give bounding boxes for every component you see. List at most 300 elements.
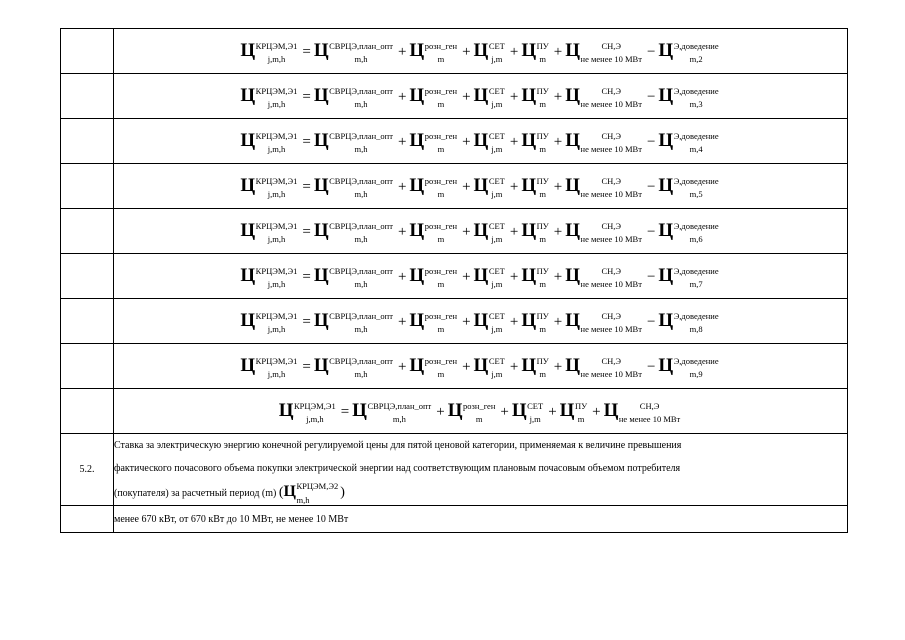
price-symbol: Ц (409, 85, 424, 106)
plus-sign: + (462, 134, 471, 150)
wholesale-price-term (313, 40, 395, 65)
formula-row-base (61, 389, 848, 434)
number-cell-empty (61, 209, 114, 254)
minus-sign: − (646, 224, 656, 240)
number-cell-empty (61, 254, 114, 299)
price-symbol: Ц (240, 310, 255, 331)
plus-sign: + (509, 359, 519, 375)
supplier-markup-term-superscript: СН,Э (601, 130, 622, 141)
network-term-scripts (527, 400, 544, 425)
network-term-scripts (488, 310, 505, 335)
number-cell-empty (61, 506, 114, 533)
price-symbol: Ц (409, 265, 424, 286)
services-term-scripts (536, 85, 549, 110)
plus-sign: + (397, 269, 407, 285)
lhs-term-subscript: j,m,h (306, 414, 324, 425)
supplier-markup-term (565, 310, 644, 335)
lhs-term-scripts (255, 40, 298, 65)
lhs-term-scripts (255, 175, 298, 200)
network-term (473, 40, 507, 65)
plus-sign: + (553, 44, 563, 60)
lhs-term (240, 130, 299, 155)
supplier-markup-term (565, 220, 644, 245)
wholesale-price-term-superscript: СВРЦЭ,план_опт (329, 175, 393, 186)
formula-row (61, 29, 848, 74)
supplier-markup-term-scripts (580, 265, 642, 290)
formula-row (61, 74, 848, 119)
network-term-scripts (488, 130, 505, 155)
price-symbol: Ц (658, 265, 673, 286)
services-term-superscript: ПУ (536, 220, 549, 231)
formula-cell (114, 254, 848, 299)
network-term (473, 175, 507, 200)
plus-sign: + (509, 224, 519, 240)
network-term-subscript: j,m (491, 189, 503, 200)
lhs-term-superscript: КРЦЭМ,Э1 (255, 310, 298, 321)
formula-cell (114, 29, 848, 74)
wholesale-price-term-scripts (329, 355, 393, 380)
price-symbol: Ц (313, 265, 329, 286)
price-symbol: Ц (283, 483, 296, 500)
wholesale-price-term-subscript: m,h (392, 414, 406, 425)
supplier-markup-term (603, 400, 683, 425)
network-term (473, 310, 507, 335)
supplier-markup-term-scripts (580, 220, 642, 245)
formula (240, 220, 720, 245)
lhs-term-superscript: КРЦЭМ,Э1 (255, 130, 298, 141)
adjustment-term-subscript: m,7 (689, 279, 703, 290)
adjustment-term-scripts (673, 130, 719, 155)
retail-generation-term-subscript: m (437, 99, 445, 110)
price-symbol: Ц (409, 355, 424, 376)
plus-sign: + (462, 89, 471, 105)
wholesale-price-term-superscript: СВРЦЭ,план_опт (367, 400, 432, 411)
close-paren: ) (340, 485, 345, 500)
price-symbol: Ц (521, 220, 536, 241)
plus-sign: + (553, 359, 563, 375)
price-symbol: Ц (473, 85, 488, 106)
retail-generation-term-superscript: розн_ген (424, 85, 458, 96)
formula-cell (114, 119, 848, 164)
price-symbol: Ц (565, 130, 580, 151)
equals-sign: = (302, 269, 311, 285)
network-term-subscript: j,m (529, 414, 541, 425)
plus-sign: + (397, 44, 407, 60)
wholesale-price-term-scripts (329, 175, 393, 200)
wholesale-price-term-subscript: m,h (354, 324, 368, 335)
lhs-term (240, 310, 299, 335)
services-term-superscript: ПУ (574, 400, 588, 411)
network-term-superscript: СЕТ (488, 220, 505, 231)
supplier-markup-term-subscript: не менее 10 МВт (580, 54, 642, 65)
price-symbol: Ц (278, 400, 293, 421)
plus-sign: + (436, 404, 445, 420)
retail-generation-term-scripts (424, 265, 458, 290)
lhs-term-scripts (255, 130, 298, 155)
plus-sign: + (509, 314, 519, 330)
wholesale-price-term-subscript: m,h (354, 279, 368, 290)
price-symbol: Ц (409, 220, 424, 241)
price-symbol: Ц (565, 85, 580, 106)
number-cell-empty (61, 164, 114, 209)
formula (240, 40, 720, 65)
services-term-superscript: ПУ (536, 265, 549, 276)
wholesale-price-term-subscript: m,h (354, 99, 368, 110)
services-term-subscript: m (539, 369, 547, 380)
formula (240, 355, 720, 380)
price-symbol: Ц (658, 310, 673, 331)
retail-generation-term (447, 400, 498, 425)
plus-sign: + (553, 179, 563, 195)
minus-sign: − (646, 44, 656, 60)
adjustment-term (658, 310, 720, 335)
adjustment-term (658, 220, 720, 245)
price-symbol: Ц (521, 310, 536, 331)
network-term-superscript: СЕТ (488, 310, 505, 321)
adjustment-term-subscript: m,6 (689, 234, 703, 245)
adjustment-term-superscript: Э,доведение (673, 40, 719, 51)
wholesale-price-term-scripts (329, 220, 393, 245)
network-term (473, 130, 507, 155)
services-term-subscript: m (539, 99, 547, 110)
equals-sign: = (302, 89, 311, 105)
lhs-term-subscript: j,m,h (267, 54, 286, 65)
services-term (521, 355, 550, 380)
services-term (559, 400, 589, 425)
supplier-markup-term (565, 265, 644, 290)
formula (278, 400, 683, 425)
minus-sign: − (646, 179, 656, 195)
network-term-scripts (488, 85, 505, 110)
wholesale-price-term (313, 220, 395, 245)
adjustment-term-scripts (673, 175, 719, 200)
supplier-markup-term-scripts (580, 175, 642, 200)
price-symbol: Ц (565, 175, 580, 196)
adjustment-term-superscript: Э,доведение (673, 130, 719, 141)
services-term-scripts (536, 130, 549, 155)
formula-row (61, 119, 848, 164)
adjustment-term (658, 175, 720, 200)
network-term-scripts (488, 265, 505, 290)
plus-sign: + (397, 179, 407, 195)
retail-generation-term-subscript: m (475, 414, 483, 425)
number-cell-empty (61, 344, 114, 389)
price-symbol: Ц (409, 175, 424, 196)
minus-sign: − (646, 89, 656, 105)
services-term-subscript: m (539, 279, 547, 290)
description-line-2: фактического почасового объема покупки электрической энергии над соответствующим плановым почасовым объемом потребителя (114, 463, 681, 474)
lhs-term (240, 220, 299, 245)
wholesale-price-term (313, 265, 395, 290)
price-symbol: Ц (521, 85, 536, 106)
lhs-term-subscript: j,m,h (267, 369, 286, 380)
plus-sign: + (553, 89, 563, 105)
open-paren: ( (278, 485, 284, 500)
lhs-term-subscript: j,m,h (267, 189, 286, 200)
capacity-note: менее 670 кВт, от 670 кВт до 10 МВт, не менее 10 МВт (114, 506, 848, 533)
plus-sign: + (509, 134, 519, 150)
supplier-markup-term-subscript: не менее 10 МВт (580, 324, 642, 335)
supplier-markup-term-subscript: не менее 10 МВт (580, 99, 642, 110)
adjustment-term-superscript: Э,доведение (673, 85, 719, 96)
adjustment-term-scripts (673, 220, 719, 245)
price-symbol: Ц (313, 220, 329, 241)
lhs-term-scripts (255, 310, 298, 335)
retail-generation-term-scripts (424, 355, 458, 380)
services-term-superscript: ПУ (536, 355, 549, 366)
adjustment-term (658, 40, 720, 65)
supplier-markup-term (565, 40, 644, 65)
lhs-term-superscript: КРЦЭМ,Э1 (255, 355, 298, 366)
retail-generation-term-scripts (424, 85, 458, 110)
lhs-term (240, 175, 299, 200)
lhs-term-superscript: КРЦЭМ,Э1 (294, 400, 336, 411)
retail-generation-term-scripts (424, 220, 458, 245)
wholesale-price-term-subscript: m,h (354, 189, 368, 200)
price-symbol: Ц (240, 130, 255, 151)
services-term-subscript: m (539, 324, 547, 335)
equals-sign: = (302, 224, 311, 240)
lhs-term (278, 400, 338, 425)
section-number: 5.2. (61, 434, 114, 506)
price-symbol: Ц (565, 310, 580, 331)
price-symbol: Ц (658, 355, 673, 376)
price-symbol: Ц (313, 355, 329, 376)
services-term-scripts (536, 175, 549, 200)
network-term-subscript: j,m (491, 144, 503, 155)
price-symbol: Ц (447, 400, 463, 421)
formula-cell (114, 164, 848, 209)
services-term-subscript: m (539, 234, 547, 245)
plus-sign: + (397, 89, 407, 105)
price-symbol: Ц (521, 40, 536, 61)
price-symbol: Ц (559, 400, 574, 421)
network-term-subscript: j,m (491, 54, 503, 65)
price-symbol: Ц (565, 265, 580, 286)
services-term-superscript: ПУ (536, 40, 549, 51)
network-term-superscript: СЕТ (488, 85, 505, 96)
equals-sign: = (340, 404, 350, 420)
wholesale-price-term-subscript: m,h (354, 234, 368, 245)
price-symbol: Ц (473, 175, 488, 196)
retail-generation-term-scripts (424, 310, 458, 335)
plus-sign: + (397, 224, 407, 240)
note-row (61, 506, 848, 533)
retail-generation-term-superscript: розн_ген (424, 310, 458, 321)
services-term (521, 130, 550, 155)
retail-generation-term-scripts (424, 130, 458, 155)
adjustment-term-scripts (673, 40, 719, 65)
services-term-scripts (536, 310, 549, 335)
services-term-scripts (536, 40, 549, 65)
retail-generation-term-subscript: m (437, 54, 445, 65)
wholesale-price-term-scripts (329, 40, 393, 65)
lhs-term (240, 265, 299, 290)
services-term (521, 40, 550, 65)
adjustment-term-subscript: m,3 (689, 99, 703, 110)
lhs-term (240, 40, 299, 65)
lhs-term-scripts (294, 400, 336, 425)
services-term-scripts (574, 400, 588, 425)
formula (240, 85, 720, 110)
lhs-term (240, 85, 299, 110)
plus-sign: + (509, 179, 519, 195)
formula (240, 175, 720, 200)
formula-row (61, 254, 848, 299)
retail-generation-term-superscript: розн_ген (424, 130, 458, 141)
network-term-scripts (488, 175, 505, 200)
retail-generation-term-superscript: розн_ген (424, 40, 458, 51)
network-term (473, 265, 507, 290)
formula-cell (114, 299, 848, 344)
network-term-scripts (488, 40, 505, 65)
supplier-markup-term-superscript: СН,Э (601, 85, 622, 96)
price-symbol: Ц (473, 265, 488, 286)
retail-generation-term-superscript: розн_ген (424, 265, 458, 276)
lhs-term-scripts (255, 355, 298, 380)
retail-generation-term-superscript: розн_ген (463, 400, 496, 411)
price-symbol: Ц (565, 355, 580, 376)
formula-cell (114, 74, 848, 119)
wholesale-price-term-superscript: СВРЦЭ,план_опт (329, 265, 393, 276)
plus-sign: + (548, 404, 557, 420)
equals-sign: = (302, 44, 311, 60)
adjustment-term-superscript: Э,доведение (673, 220, 719, 231)
network-term-superscript: СЕТ (488, 130, 505, 141)
adjustment-term-subscript: m,5 (689, 189, 703, 200)
adjustment-term (658, 130, 720, 155)
wholesale-price-term (313, 85, 395, 110)
supplier-markup-term-subscript: не менее 10 МВт (580, 144, 642, 155)
number-cell-empty (61, 119, 114, 164)
price-symbol: Ц (658, 85, 673, 106)
plus-sign: + (553, 269, 563, 285)
supplier-markup-term-superscript: СН,Э (601, 355, 622, 366)
formula (240, 130, 720, 155)
supplier-markup-term-subscript: не менее 10 МВт (618, 414, 681, 425)
retail-generation-term-scripts (424, 175, 458, 200)
retail-generation-term-subscript: m (437, 369, 445, 380)
tariff-table (60, 28, 848, 533)
formula-cell (114, 209, 848, 254)
adjustment-term-scripts (673, 355, 719, 380)
retail-generation-term-superscript: розн_ген (424, 175, 458, 186)
price-symbol: Ц (658, 220, 673, 241)
price-symbol: Ц (521, 355, 536, 376)
plus-sign: + (462, 224, 471, 240)
plus-sign: + (462, 314, 471, 330)
inline-formula (278, 481, 345, 505)
wholesale-price-term-subscript: m,h (354, 144, 368, 155)
network-term-scripts (488, 220, 505, 245)
adjustment-term (658, 85, 720, 110)
lhs-term-subscript: j,m,h (267, 324, 286, 335)
services-term-superscript: ПУ (536, 310, 549, 321)
retail-generation-term-superscript: розн_ген (424, 355, 458, 366)
adjustment-term-scripts (673, 85, 719, 110)
formula-cell (114, 344, 848, 389)
inline-superscript: КРЦЭМ,Э2 (296, 481, 339, 492)
supplier-markup-term (565, 355, 644, 380)
network-term-subscript: j,m (491, 279, 503, 290)
price-symbol: Ц (473, 40, 488, 61)
minus-sign: − (646, 269, 656, 285)
lhs-term (240, 355, 299, 380)
network-term-subscript: j,m (491, 369, 503, 380)
retail-generation-term-subscript: m (437, 279, 445, 290)
services-term-scripts (536, 265, 549, 290)
equals-sign: = (302, 134, 311, 150)
supplier-markup-term-scripts (618, 400, 681, 425)
lhs-term-scripts (255, 85, 298, 110)
price-symbol: Ц (521, 265, 536, 286)
plus-sign: + (592, 404, 601, 420)
adjustment-term-subscript: m,2 (689, 54, 703, 65)
lhs-term-subscript: j,m,h (267, 279, 286, 290)
adjustment-term (658, 265, 720, 290)
retail-generation-term-subscript: m (437, 324, 445, 335)
formula (240, 310, 720, 335)
plus-sign: + (462, 359, 471, 375)
network-term-scripts (488, 355, 505, 380)
formula-row (61, 209, 848, 254)
plus-sign: + (553, 134, 563, 150)
formula-row (61, 299, 848, 344)
retail-generation-term-superscript: розн_ген (424, 220, 458, 231)
price-symbol: Ц (240, 40, 255, 61)
number-cell-empty (61, 74, 114, 119)
adjustment-term (658, 355, 720, 380)
supplier-markup-term (565, 175, 644, 200)
price-symbol: Ц (409, 310, 424, 331)
wholesale-price-term (352, 400, 433, 425)
retail-generation-term (409, 40, 459, 65)
services-term (521, 85, 550, 110)
price-symbol: Ц (658, 175, 673, 196)
plus-sign: + (509, 269, 519, 285)
price-symbol: Ц (313, 40, 329, 61)
retail-generation-term (409, 355, 459, 380)
plus-sign: + (509, 89, 519, 105)
description-line-3: (покупателя) за расчетный период (m) (114, 488, 277, 499)
network-term-superscript: СЕТ (488, 175, 505, 186)
adjustment-term-superscript: Э,доведение (673, 175, 719, 186)
plus-sign: + (500, 404, 509, 420)
lhs-term-superscript: КРЦЭМ,Э1 (255, 220, 298, 231)
retail-generation-term-subscript: m (437, 189, 445, 200)
number-cell-empty (61, 29, 114, 74)
services-term (521, 220, 550, 245)
wholesale-price-term-scripts (329, 130, 393, 155)
price-symbol: Ц (603, 400, 618, 421)
wholesale-price-term-scripts (329, 310, 393, 335)
services-term-superscript: ПУ (536, 130, 549, 141)
adjustment-term-subscript: m,8 (689, 324, 703, 335)
supplier-markup-term-subscript: не менее 10 МВт (580, 234, 642, 245)
supplier-markup-term (565, 130, 644, 155)
network-term (473, 355, 507, 380)
equals-sign: = (302, 359, 311, 375)
services-term-subscript: m (539, 54, 547, 65)
wholesale-price-term-superscript: СВРЦЭ,план_опт (329, 85, 393, 96)
price-symbol: Ц (409, 130, 424, 151)
wholesale-price-term-superscript: СВРЦЭ,план_опт (329, 130, 393, 141)
price-symbol: Ц (473, 220, 488, 241)
description-line-1: Ставка за электрическую энергию конечной регулируемой цены для пятой ценовой категории, применяемая к величине превышения (114, 440, 682, 451)
supplier-markup-term-superscript: СН,Э (601, 220, 622, 231)
lhs-term-superscript: КРЦЭМ,Э1 (255, 40, 298, 51)
wholesale-price-term-superscript: СВРЦЭ,план_опт (329, 220, 393, 231)
